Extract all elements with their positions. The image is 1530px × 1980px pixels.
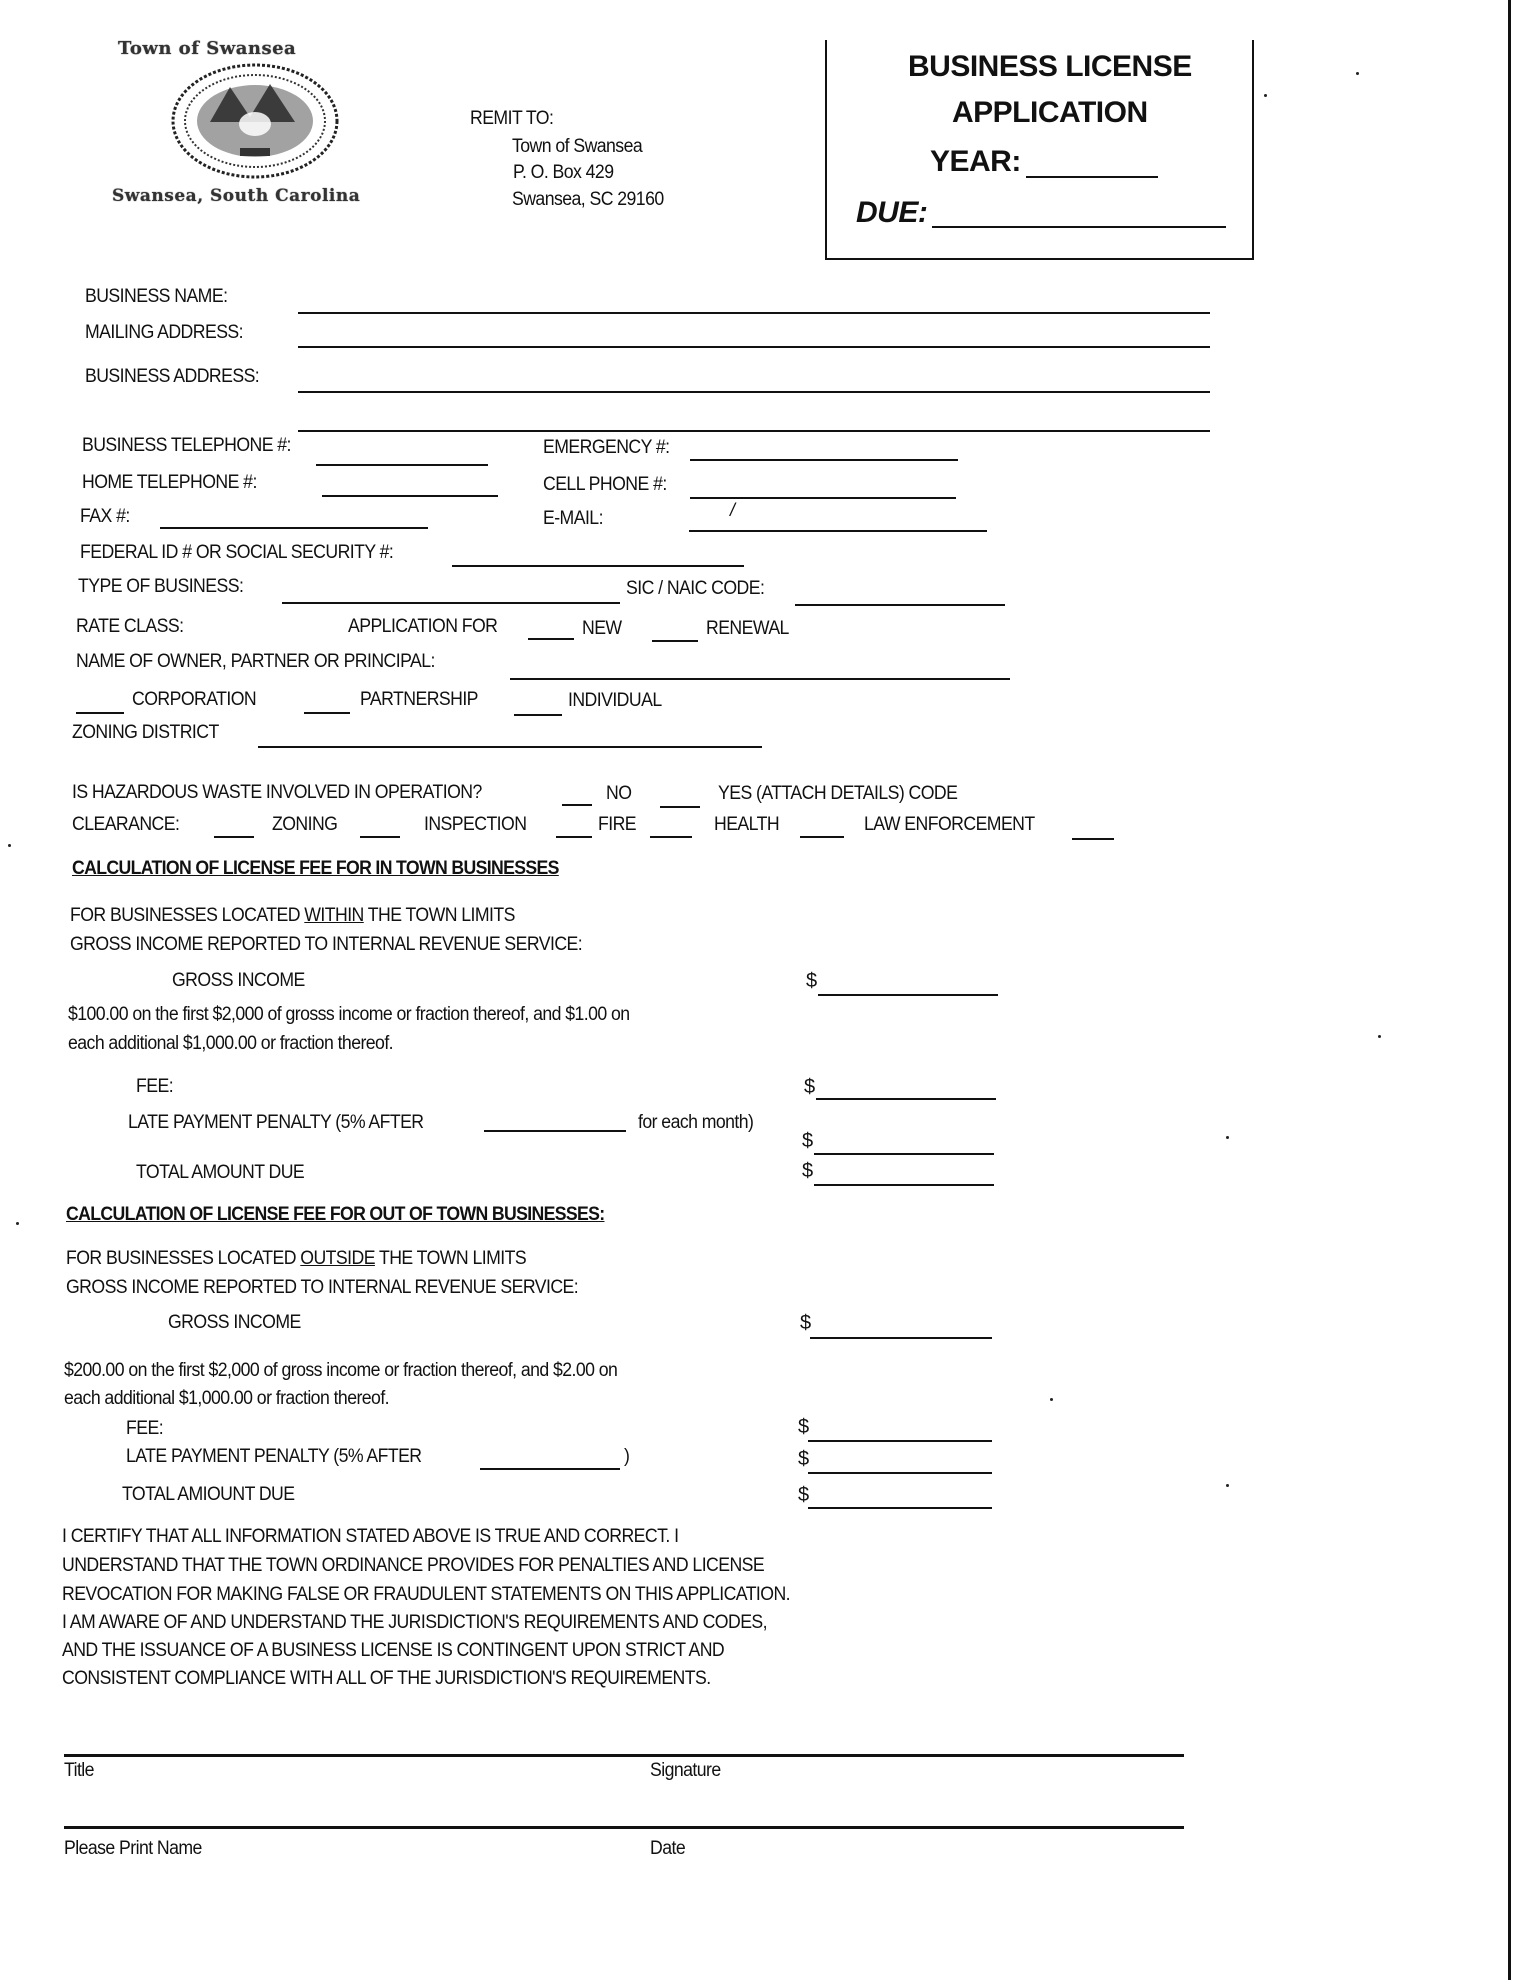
in-town-penalty-prefix: LATE PAYMENT PENALTY (5% AFTER [128,1112,424,1133]
clearance-fire-blank[interactable] [556,836,592,838]
zoning-district-label: ZONING DISTRICT [72,722,219,743]
out-town-penalty-dollar: $ [798,1448,810,1470]
town-seal-icon [170,62,340,185]
scan-speck [1226,1136,1229,1139]
application-for-label: APPLICATION FOR [348,616,498,637]
owner-name-label: NAME OF OWNER, PARTNER OR PRINCIPAL: [76,651,435,672]
out-town-total-label: TOTAL AMIOUNT DUE [122,1484,295,1505]
form-title-line1: BUSINESS LICENSE [908,50,1192,83]
scan-speck [1264,94,1267,97]
print-name-date-line[interactable] [64,1826,1184,1829]
clearance-label: CLEARANCE: [72,814,180,835]
in-town-total-label: TOTAL AMOUNT DUE [136,1162,305,1183]
in-town-penalty-suffix: for each month) [638,1112,754,1133]
out-town-gross-income-label: GROSS INCOME [168,1312,301,1333]
title-label: Title [64,1760,94,1781]
in-town-fee-dollar: $ [804,1076,816,1098]
in-town-located-prefix: FOR BUSINESSES LOCATED [70,905,300,926]
rate-class-label: RATE CLASS: [76,616,184,637]
certification-line-2: UNDERSTAND THAT THE TOWN ORDINANCE PROVIDES FOR PENALTIES AND LICENSE [62,1555,765,1576]
out-town-located-line [66,1248,526,1270]
out-town-penalty-prefix: LATE PAYMENT PENALTY (5% AFTER [126,1446,422,1467]
clearance-zoning-label: ZONING [272,814,338,835]
hazardous-question: IS HAZARDOUS WASTE INVOLVED IN OPERATION? [72,782,482,803]
cell-phone-label: CELL PHONE #: [543,474,667,495]
out-town-heading: CALCULATION OF LICENSE FEE FOR OUT OF TOWN BUSINESSES: [66,1204,605,1225]
business-address-field-line2[interactable] [298,430,1210,432]
in-town-located-line [70,905,515,927]
certification-line-1: I CERTIFY THAT ALL INFORMATION STATED ABOVE IS TRUE AND CORRECT. I [62,1526,679,1547]
due-label: DUE: [856,196,928,229]
clearance-law-enforcement-blank[interactable] [1072,838,1114,840]
certification-line-6: CONSISTENT COMPLIANCE WITH ALL OF THE JURISDICTION'S REQUIREMENTS. [62,1668,711,1689]
sic-naic-field[interactable] [795,604,1005,606]
scan-speck [1226,1484,1229,1487]
clearance-zoning-blank[interactable] [214,836,254,838]
hazardous-no-label: NO [606,783,632,804]
certification-line-5: AND THE ISSUANCE OF A BUSINESS LICENSE IS CONTINGENT UPON STRICT AND [62,1640,725,1661]
remit-to-label: REMIT TO: [470,108,554,129]
individual-option-label: INDIVIDUAL [568,690,662,711]
out-town-rate-line2: each additional $1,000.00 or fraction thereof. [64,1388,390,1409]
business-name-label: BUSINESS NAME: [85,286,228,307]
remit-line-3: Swansea, SC 29160 [512,189,664,210]
in-town-fee-field[interactable] [816,1098,996,1100]
out-town-located-prefix: FOR BUSINESSES LOCATED [66,1248,296,1269]
out-town-penalty-field[interactable] [808,1472,992,1474]
out-town-penalty-period-field[interactable] [480,1468,620,1470]
clearance-health-blank[interactable] [800,836,844,838]
federal-id-field[interactable] [452,565,744,567]
certification-line-4: I AM AWARE OF AND UNDERSTAND THE JURISDICTION'S REQUIREMENTS AND CODES, [62,1612,768,1633]
in-town-located-suffix: THE TOWN LIMITS [367,905,515,926]
mailing-address-field[interactable] [298,346,1210,348]
out-town-total-dollar: $ [798,1484,810,1506]
out-town-located-suffix: THE TOWN LIMITS [378,1248,527,1269]
business-telephone-field[interactable] [316,464,488,466]
clearance-inspection-blank[interactable] [360,836,400,838]
scan-speck [1050,1398,1053,1401]
sic-naic-label: SIC / NAIC CODE: [626,578,765,599]
title-signature-line[interactable] [64,1754,1184,1757]
clearance-fire-value-blank[interactable] [650,836,692,838]
scan-edge-line [1508,0,1511,1980]
emergency-label: EMERGENCY #: [543,437,670,458]
due-field[interactable] [932,226,1226,228]
clearance-fire-label: FIRE [598,814,637,835]
business-telephone-label: BUSINESS TELEPHONE #: [82,435,291,456]
zoning-district-field[interactable] [258,746,762,748]
year-field[interactable] [1026,176,1158,178]
in-town-heading: CALCULATION OF LICENSE FEE FOR IN TOWN BUSINESSES [72,858,559,879]
in-town-gross-income-label: GROSS INCOME [172,970,305,991]
out-town-fee-field[interactable] [808,1440,992,1442]
fax-label: FAX #: [80,506,130,527]
out-town-fee-dollar: $ [798,1416,810,1438]
certification-line-3: REVOCATION FOR MAKING FALSE OR FRAUDULENT STATEMENTS ON THIS APPLICATION. [62,1584,791,1605]
in-town-penalty-field[interactable] [814,1153,994,1155]
email-label: E-MAIL: [543,508,603,529]
out-town-gross-income-field[interactable] [810,1337,992,1339]
scan-speck [16,1222,19,1225]
signature-label: Signature [650,1760,721,1781]
partnership-checkbox-blank[interactable] [304,712,350,714]
cell-phone-field[interactable] [690,497,956,499]
federal-id-label: FEDERAL ID # OR SOCIAL SECURITY #: [80,542,394,563]
in-town-total-dollar: $ [802,1160,814,1182]
out-town-fee-label: FEE: [126,1418,164,1439]
in-town-gross-income-field[interactable] [818,994,998,996]
in-town-gross-dollar: $ [806,970,818,992]
mailing-address-label: MAILING ADDRESS: [85,322,243,343]
new-checkbox-blank[interactable] [528,638,574,640]
new-option-label: NEW [582,618,622,639]
clearance-law-enforcement-label: LAW ENFORCEMENT [864,814,1035,835]
partnership-option-label: PARTNERSHIP [360,689,478,710]
seal-top-text: Town of Swansea [118,38,297,59]
owner-name-field[interactable] [510,678,1010,680]
business-name-field[interactable] [298,312,1210,314]
year-label: YEAR: [930,145,1021,178]
in-town-rate-line1: $100.00 on the first $2,000 of grosss income or fraction thereof, and $1.00 on [68,1004,630,1025]
in-town-located-emph: WITHIN [304,905,364,926]
in-town-penalty-period-field[interactable] [484,1130,626,1132]
out-town-total-field[interactable] [808,1507,992,1509]
renewal-checkbox-blank[interactable] [652,640,698,642]
business-address-field[interactable] [298,391,1210,393]
email-field[interactable] [689,530,987,532]
in-town-penalty-dollar: $ [802,1130,814,1152]
form-title-line2: APPLICATION [952,96,1148,129]
email-value: / [730,500,736,520]
individual-checkbox-blank[interactable] [514,714,562,716]
corporation-checkbox-blank[interactable] [76,712,124,714]
scan-speck [1378,1035,1381,1038]
in-town-rate-line2: each additional $1,000.00 or fraction thereof. [68,1033,394,1054]
out-town-penalty-suffix: ) [624,1446,630,1467]
print-name-label: Please Print Name [64,1838,202,1859]
scan-speck [1356,72,1359,75]
clearance-health-label: HEALTH [714,814,780,835]
out-town-gross-dollar: $ [800,1312,812,1334]
hazardous-yes-label: YES (ATTACH DETAILS) CODE [718,783,958,804]
seal-bottom-text: Swansea, South Carolina [112,186,361,206]
in-town-total-field[interactable] [814,1184,994,1186]
remit-line-2: P. O. Box 429 [513,162,614,183]
hazardous-yes-blank[interactable] [660,806,700,808]
home-telephone-label: HOME TELEPHONE #: [82,472,257,493]
emergency-field[interactable] [690,459,958,461]
corporation-option-label: CORPORATION [132,689,257,710]
in-town-fee-label: FEE: [136,1076,174,1097]
type-of-business-label: TYPE OF BUSINESS: [78,576,244,597]
business-address-label: BUSINESS ADDRESS: [85,366,260,387]
type-of-business-field[interactable] [282,602,620,604]
clearance-inspection-label: INSPECTION [424,814,527,835]
fax-field[interactable] [160,527,428,529]
out-town-located-emph: OUTSIDE [300,1248,375,1269]
remit-line-1: Town of Swansea [512,136,643,157]
renewal-option-label: RENEWAL [706,618,789,639]
out-town-rate-line1: $200.00 on the first $2,000 of gross income or fraction thereof, and $2.00 on [64,1360,618,1381]
out-town-gross-reported: GROSS INCOME REPORTED TO INTERNAL REVENUE SERVICE: [66,1277,579,1298]
hazardous-no-blank[interactable] [562,804,592,806]
date-label: Date [650,1838,686,1859]
in-town-gross-reported: GROSS INCOME REPORTED TO INTERNAL REVENUE SERVICE: [70,934,583,955]
scan-speck [8,844,11,847]
home-telephone-field[interactable] [322,495,498,497]
